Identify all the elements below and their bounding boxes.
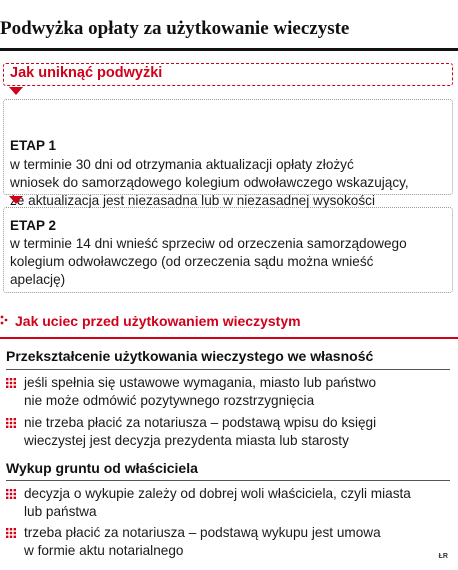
stage-text-line: w terminie 30 dni od otrzymania aktualizacji opłaty złożyć: [10, 157, 354, 172]
stage-text-line: że aktualizacja jest niezasadna lub w niezasadnej wysokości: [10, 193, 375, 208]
dot-grid-icon: [6, 489, 16, 499]
section2-heading: Jak uciec przed użytkowaniem wieczystym: [15, 313, 301, 329]
stage-text-1: [10, 156, 442, 210]
stage-text-line: kolegium odwoławczego (od orzeczenia sądu można wnieść: [10, 254, 374, 269]
down-triangle-icon: [9, 87, 23, 95]
title-divider: [0, 48, 458, 51]
group-divider-2: [6, 480, 450, 481]
section1-heading-box: [3, 63, 453, 86]
section1-heading: Jak uniknąć podwyżki: [10, 65, 163, 81]
stage-label-2: ETAP 2: [10, 218, 57, 233]
dot-grid-icon: [6, 378, 16, 388]
stage-text-line: apelację): [10, 272, 66, 287]
section2-divider: [0, 337, 458, 339]
list-item-line: decyzja o wykupie zależy od dobrej woli właściciela, czyli miasta: [24, 486, 411, 501]
stage-text-2: [10, 235, 442, 289]
stage-text-line: wniosek do samorządowego kolegium odwoławczego wskazujący,: [10, 175, 409, 190]
group-title-1: Przekształcenie użytkowania wieczystego we własność: [6, 348, 374, 364]
list-item-line: lub państwa: [24, 504, 97, 519]
down-triangle-icon: [9, 196, 23, 204]
dot-grid-icon: [6, 528, 16, 538]
dot-grid-icon: [6, 418, 16, 428]
list-item-line: jeśli spełnia się ustawowe wymagania, miasto lub państwo: [24, 375, 377, 390]
author-credit: ŁR: [438, 553, 448, 560]
group-divider-1: [6, 369, 450, 370]
dots-chevron-icon: [0, 313, 12, 329]
list-item-line: nie trzeba płacić za notariusza – podstawą wpisu do księgi: [24, 415, 377, 430]
stage-label-1: ETAP 1: [10, 138, 57, 153]
group-title-2: Wykup gruntu od właściciela: [6, 460, 198, 476]
stage-box-2: [3, 207, 453, 293]
stage-box-1: [3, 99, 453, 208]
stage-text-line: w terminie 14 dni wnieść sprzeciw od orzeczenia samorządowego: [10, 236, 407, 251]
list-item-line: w formie aktu notarialnego: [24, 543, 184, 558]
list-item-line: trzeba płacić za notariusza – podstawą wykupu jest umowa: [24, 525, 381, 540]
page-title: Podwyżka opłaty za użytkowanie wieczyste: [0, 18, 350, 39]
list-item-line: wieczystej jest decyzja prezydenta miasta lub starosty: [24, 433, 349, 448]
section2-heading-row: [0, 313, 301, 329]
list-item-line: nie może odmówić pozytywnego rozstrzygnięcia: [24, 393, 315, 408]
